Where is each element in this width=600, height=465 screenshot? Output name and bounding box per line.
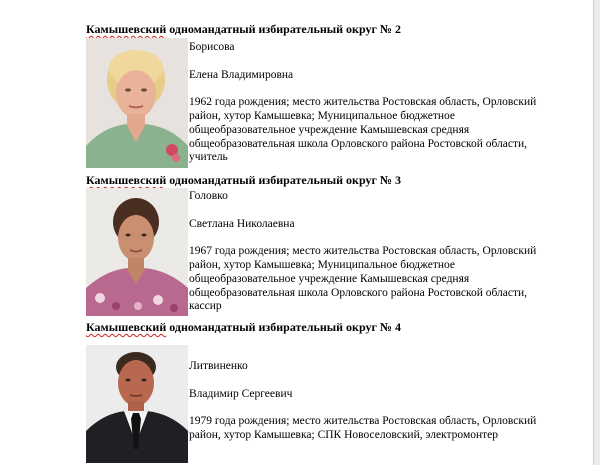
bio-line: общеобразовательная школа Орловского района Ростовской области, [189, 286, 528, 299]
bio-line: кассир [189, 300, 222, 313]
candidate-info-litvinenko [189, 360, 589, 443]
district-title-3 [86, 173, 401, 187]
candidate-name: Светлана Николаевна [189, 217, 295, 230]
candidate-bio [189, 96, 589, 165]
district-village: Камышевский [86, 173, 167, 187]
district-village: Камышевский [86, 22, 167, 36]
district-title-4 [86, 320, 401, 334]
district-rest: одномандатный избирательный округ № 2 [166, 22, 401, 36]
bio-line: учитель [189, 151, 228, 164]
bio-line: общеобразовательное учреждение Камышевская средняя [189, 123, 470, 136]
bio-line: 1967 года рождения; место жительства Ростовская область, Орловский [189, 245, 537, 258]
candidate-info-golovko [189, 190, 589, 314]
candidate-bio [189, 415, 589, 442]
candidate-info-borisova [189, 41, 589, 165]
district-title-2 [86, 22, 401, 36]
bio-line: район, хутор Камышевка; СПК Новоселовский, электромонтер [189, 429, 499, 442]
bio-line: 1962 года рождения; место жительства Ростовская область, Орловский [189, 96, 537, 109]
bio-line: 1979 года рождения; место жительства Ростовская область, Орловский [189, 415, 537, 428]
candidate-photo-borisova [86, 38, 188, 168]
candidate-bio [189, 245, 589, 314]
bio-line: район, хутор Камышевка; Муниципальное бюджетное [189, 259, 456, 272]
bio-line: район, хутор Камышевка; Муниципальное бюджетное [189, 110, 456, 123]
candidate-surname: Литвиненко [189, 360, 248, 372]
candidate-photo-litvinenko [86, 345, 188, 463]
bio-line: общеобразовательное учреждение Камышевская средняя [189, 272, 470, 285]
candidate-surname: Борисова [189, 41, 235, 53]
district-rest: одномандатный избирательный округ № 3 [166, 173, 401, 187]
candidate-surname: Головко [189, 190, 228, 202]
candidate-name: Владимир Сергеевич [189, 387, 293, 400]
candidate-name: Елена Владимировна [189, 68, 294, 81]
page-right-edge [593, 0, 600, 465]
district-village: Камышевский [86, 320, 167, 334]
district-rest: одномандатный избирательный округ № 4 [166, 320, 401, 334]
bio-line: общеобразовательная школа Орловского района Ростовской области, [189, 137, 528, 150]
candidate-photo-golovko [86, 188, 188, 316]
